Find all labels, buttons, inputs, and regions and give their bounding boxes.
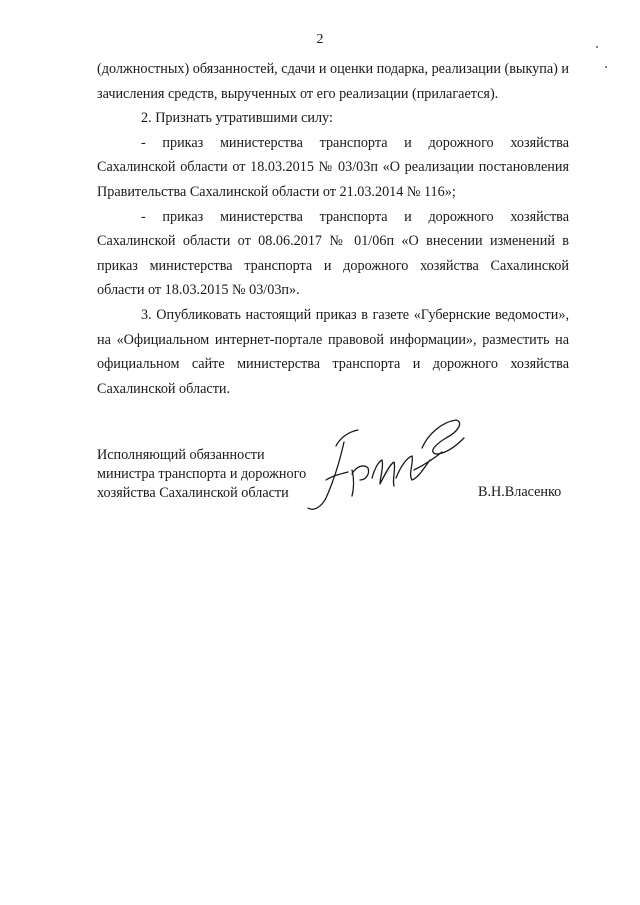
paragraph-3: - приказ министерства транспорта и дорожного хозяйства Сахалинской области от 18.03.2015 № 03/03п «О реализации постановления Правительства Сахалинской области от 21.03.2014 № 116»; [97,134,569,200]
signer-title-line-2: министра транспорта и дорожного [97,466,307,482]
signer-title [97,446,306,503]
scan-speck [596,46,598,48]
paragraph-5: 3. Опубликовать настоящий приказ в газете «Губернские ведомости», на «Официальном интернет-портале правовой информации», разместить на официальном сайте министерства транспорта и дорожного хозяйства Сахалинской области. [97,306,569,397]
signer-name: В.Н.Власенко [478,484,562,500]
signer-title-line-1: Исполняющий обязанности [97,447,265,463]
page-number: 2 [316,32,324,47]
signer-title-line-3: хозяйства Сахалинской области [97,485,289,501]
paragraph-2: 2. Признать утратившими силу: [141,110,333,127]
scan-speck [605,66,607,68]
handwritten-signature [296,408,476,518]
paragraph-1-line-2: зачисления средств, вырученных от его реализации (прилагается). [97,85,499,102]
document-body [97,57,569,401]
paragraph-4: - приказ министерства транспорта и дорожного хозяйства Сахалинской области от 08.06.2017 № 01/06п «О внесении изменений в приказ министерства транспорта и дорожного хозяйства Сахалинской области от 18.03.2015 № 03/03п». [97,208,569,299]
paragraph-1-line-1: (должностных) обязанностей, сдачи и оценки подарка, реализации (выкупа) и [97,61,569,77]
